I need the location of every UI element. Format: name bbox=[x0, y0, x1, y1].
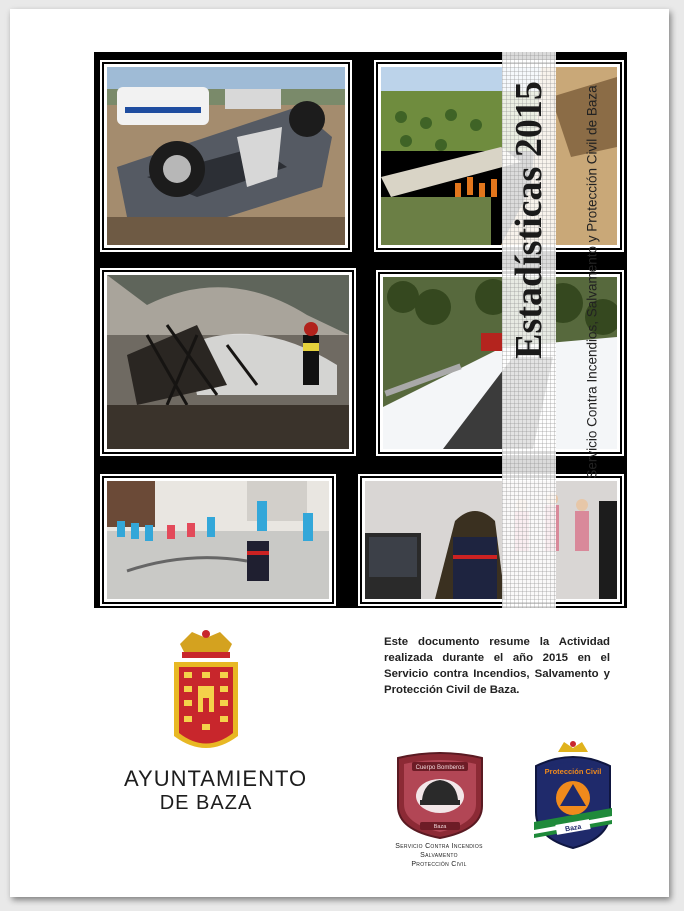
fire-badge-caption bbox=[374, 842, 504, 869]
pc-badge-bottom-text: Baza bbox=[564, 823, 582, 834]
fire-caption-line2: Salvamento bbox=[420, 852, 458, 859]
overturned-car-image bbox=[107, 67, 345, 245]
page-title: Estadísticas 2015 bbox=[508, 81, 550, 359]
photo-children-hose bbox=[104, 478, 332, 602]
fire-badge-bottom-text: Baza bbox=[433, 824, 447, 830]
page-subtitle: Servicio Contra Incendios, Salvamento y Protección Civil de Baza bbox=[584, 85, 600, 479]
pc-badge-ring-text: Protección Civil bbox=[544, 767, 602, 776]
school-visit-image bbox=[107, 481, 329, 599]
rescue-team-image bbox=[381, 67, 617, 245]
fire-scene-image bbox=[107, 275, 349, 449]
snow-road-image bbox=[383, 277, 617, 449]
photo-overturned-car bbox=[104, 64, 348, 248]
photo-control-room bbox=[362, 478, 620, 602]
photo-firefighter-burned-structure bbox=[104, 272, 352, 452]
fire-badge-ring-text: Cuerpo Bomberos bbox=[415, 765, 465, 771]
fire-caption-line3: Protección Civil bbox=[411, 861, 467, 868]
fire-brigade-badge-logo bbox=[390, 750, 490, 840]
fire-caption-line1: Servicio Contra Incendios bbox=[395, 843, 483, 850]
ayuntamiento-line1: AYUNTAMIENTO bbox=[124, 766, 308, 791]
control-room-image bbox=[365, 481, 617, 599]
summary-paragraph: Este documento resume la Actividad realizada durante el año 2015 en el Servicio contra Incendios, Salvamento y Protección Civil de Baza. bbox=[384, 636, 610, 696]
ayuntamiento-line2: DE BAZA bbox=[159, 792, 253, 814]
proteccion-civil-badge-logo bbox=[528, 738, 618, 852]
ayuntamiento-crest-logo bbox=[172, 628, 240, 764]
ayuntamiento-wordmark bbox=[124, 766, 308, 814]
